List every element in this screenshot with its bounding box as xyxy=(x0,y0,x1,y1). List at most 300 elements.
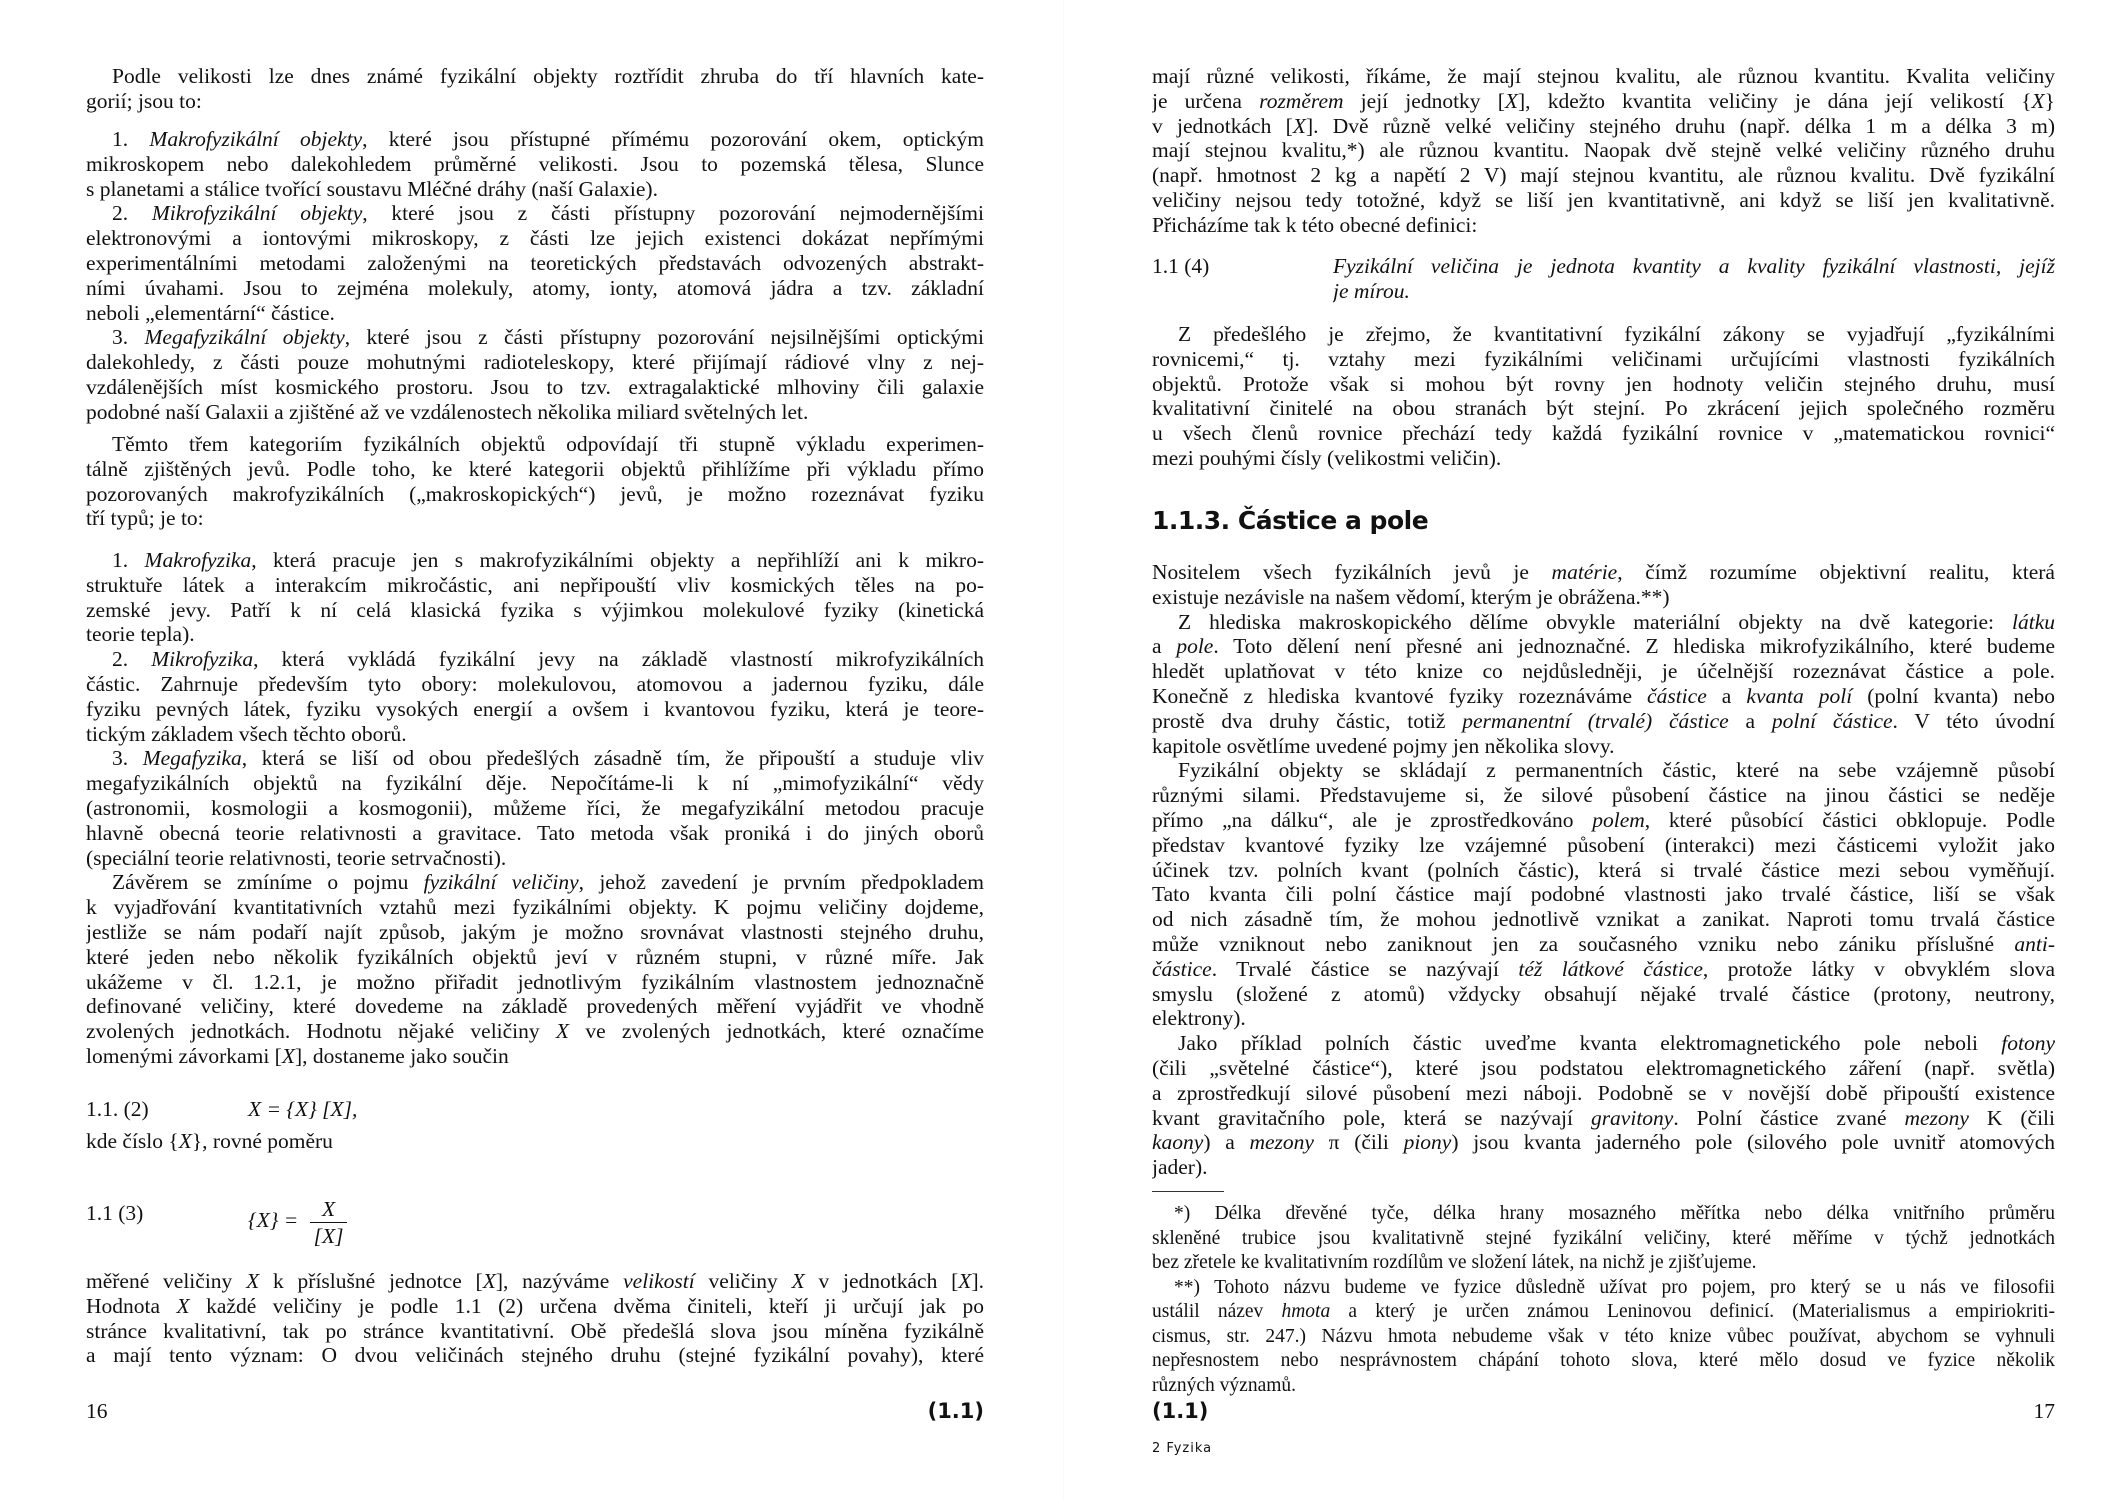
text: a který je určen známou Leninovou definicí. (Materialismus a empiriokriti- xyxy=(1330,1301,2055,1322)
text-line xyxy=(1152,982,2055,1007)
paragraph xyxy=(1152,64,2055,238)
italic-text: X xyxy=(1292,113,1306,138)
italic-text: Mikrofyzika xyxy=(151,647,254,672)
text: } xyxy=(2044,88,2055,113)
text: ], nazýváme xyxy=(495,1269,624,1293)
text: 3. xyxy=(112,325,145,350)
text: 2. xyxy=(112,201,152,226)
text: , protože látky v obvyklém slova xyxy=(1702,956,2055,981)
paragraph xyxy=(86,548,984,647)
italic-text: rozměrem xyxy=(1259,88,1344,113)
text: podobné naší Galaxii a zjištěné až ve vzdálenostech několika miliard světelných let. xyxy=(86,399,809,424)
paragraph xyxy=(1152,560,2055,610)
paragraph xyxy=(86,64,984,114)
text-line xyxy=(1152,396,2055,421)
text-line xyxy=(86,895,984,920)
italic-text: gravitony xyxy=(1590,1105,1674,1130)
text-line xyxy=(86,548,984,573)
paragraph xyxy=(1152,322,2055,471)
italic-text: látku xyxy=(2012,609,2055,634)
text-line xyxy=(1152,783,2055,808)
text: je určena xyxy=(1152,88,1260,113)
italic-text: X xyxy=(246,1269,260,1293)
text: , jehož zavedení je prvním předpokladem xyxy=(578,870,984,895)
paragraph xyxy=(86,325,984,424)
text-line xyxy=(1152,585,2055,610)
text: v jednotkách [ xyxy=(804,1269,959,1293)
text: prostě dva druhy částic, totiž xyxy=(1152,708,1463,733)
text: účinek tzv. polních kvant (polních částic), která si trvalé částice mezi sebou vyměňují. xyxy=(1152,857,2055,882)
text: (astronomii, kosmologii a kosmogonii), můžeme říci, že megafyzikální metodou pracuje xyxy=(86,795,984,820)
paragraph xyxy=(86,1129,984,1154)
italic-text: permanentní (trvalé) částice xyxy=(1462,708,1729,733)
text: *) Délka dřevěné tyče, délka hrany mosazného měřítka nebo délka vnitřního průměru xyxy=(1174,1203,2055,1224)
paragraph xyxy=(1152,758,2055,1031)
text: mají různé velikosti, říkáme, že mají stejnou kvalitu, ale různou kvantitu. Kvalita veličiny xyxy=(1152,64,2055,88)
text-line xyxy=(86,622,984,647)
text-line xyxy=(86,1319,984,1344)
text-line xyxy=(86,870,984,895)
text: ]. Dvě různě velké veličiny stejného druhu (např. délka 1 m a délka 3 m) xyxy=(1305,113,2055,138)
text: jader). xyxy=(1152,1155,1208,1180)
paragraph xyxy=(86,746,984,870)
text: Jako příklad polních částic uveďme kvanta elektromagnetického pole neboli xyxy=(1178,1031,2002,1056)
text-line xyxy=(1152,709,2055,734)
text-line xyxy=(1152,1251,2055,1276)
text-line xyxy=(1152,138,2055,163)
definition-line: je mírou. xyxy=(1333,278,1410,303)
text-line xyxy=(86,697,984,722)
text: skleněné trubice jsou kvalitativně stejné fyzikální veličiny, které měříme v týchž jednotkách xyxy=(1152,1227,2055,1249)
text-line xyxy=(86,89,984,114)
text: ], dostaneme jako součin xyxy=(294,1043,509,1068)
footnotes xyxy=(1152,1202,2055,1398)
text: . Trvalé částice se nazývají xyxy=(1211,956,1519,981)
footnote-divider xyxy=(1152,1191,1224,1192)
text: . Polní částice zvané xyxy=(1673,1105,1905,1130)
text-line xyxy=(1152,684,2055,709)
right-continuation-paragraph xyxy=(1152,64,2055,238)
text: Konečně z hlediska kvantové fyziky rozeznáváme xyxy=(1152,683,1648,708)
text-line xyxy=(1152,957,2055,982)
text-line xyxy=(1152,1325,2055,1350)
text: ními úvahami. Jsou to zejména molekuly, atomy, ionty, atomová jádra a tzv. základní xyxy=(86,275,984,300)
paragraph xyxy=(1152,1276,2055,1399)
text: dalekohledy, z části pouze mohutnými radioteleskopy, které přijímají rádiové vlny z nej- xyxy=(86,350,984,375)
text: k vyjadřování kvantitativních vztahů mezi fyzikálními objekty. K pojmu veličiny dojdeme, xyxy=(86,895,984,920)
italic-text: Mikrofyzikální objekty xyxy=(151,201,363,226)
equation-label: 1.1 (3) xyxy=(86,1201,144,1225)
text-line xyxy=(86,970,984,995)
text: cismus, str. 247.) Názvu hmota nebudeme však v této knize vůbec používat, abychom se vyhnuli xyxy=(1152,1325,2055,1347)
text: ]. xyxy=(971,1269,984,1293)
text-line xyxy=(86,201,984,226)
text-line xyxy=(86,647,984,672)
text-line xyxy=(86,598,984,623)
text: π (čili xyxy=(1313,1130,1404,1155)
text: tálně zjištěných jevů. Podle toho, ke které kategorii objektů přihlížíme při výkladu přímo xyxy=(86,456,984,481)
italic-text: X xyxy=(555,1019,570,1044)
text-line xyxy=(86,1269,984,1294)
text-line xyxy=(1152,1106,2055,1131)
text-line xyxy=(1152,610,2055,635)
paragraph xyxy=(86,201,984,325)
text: (např. hmotnost 2 kg a napětí 2 V) mají stejnou kvantitu, ale různou kvalitu. Dvě fyzikální xyxy=(1152,163,2055,188)
text: v jednotkách [ xyxy=(1152,113,1293,138)
text-line xyxy=(86,846,984,871)
italic-text: X xyxy=(2031,88,2045,113)
text-line xyxy=(86,821,984,846)
text-line xyxy=(1152,421,2055,446)
text: Hodnota xyxy=(86,1293,177,1318)
left-magnitude-paragraph xyxy=(86,1269,984,1368)
paragraph xyxy=(86,432,984,531)
paragraph xyxy=(86,870,984,1068)
text-line xyxy=(1152,1227,2055,1252)
text: k příslušné jednotce [ xyxy=(259,1269,483,1293)
text: smyslu (složené z atomů) vždycky obsahují nějaké trvalé částice (protony, neutrony, xyxy=(1152,981,2055,1006)
text-line xyxy=(1152,659,2055,684)
text-line xyxy=(1152,560,2055,585)
text: kvalitativní činitelé na obou stranách být stejní. Po zkrácení jejich společného rozměru xyxy=(1152,396,2055,421)
text: a xyxy=(1728,708,1772,733)
italic-text: kvanta polí xyxy=(1746,683,1853,708)
text-line xyxy=(86,226,984,251)
text: s planetami a stálice tvořící soustavu Mléčné dráhy (naší Galaxie). xyxy=(86,176,658,201)
italic-text: X xyxy=(1504,88,1518,113)
italic-text: kaony xyxy=(1152,1130,1204,1155)
text-line xyxy=(1152,758,2055,783)
italic-text: Makrofyzika xyxy=(144,548,252,572)
paragraph xyxy=(1152,1031,2055,1180)
text: gorií; jsou to: xyxy=(86,88,202,113)
text: }, rovné poměru xyxy=(191,1129,333,1153)
text: a xyxy=(1706,683,1747,708)
text-line xyxy=(86,432,984,457)
italic-text: též látkové částice xyxy=(1518,956,1703,981)
text-line xyxy=(86,375,984,400)
text: kvant gravitačního pole, která se nazývají xyxy=(1152,1105,1591,1130)
text-line xyxy=(1152,882,2055,907)
text: (čili „světelné částice“), které jsou podstatou elektromagnetického záření (např. světla) xyxy=(1152,1055,2055,1080)
text-line xyxy=(1152,808,2055,833)
text: existuje nezávisle na našem vědomí, kterým je obrážena.**) xyxy=(1152,584,1670,609)
italic-text: X xyxy=(482,1269,496,1293)
text-line xyxy=(86,945,984,970)
text-line xyxy=(1152,1006,2055,1031)
italic-text: X xyxy=(958,1269,972,1293)
definition-text xyxy=(1333,254,2055,304)
text: kde číslo { xyxy=(86,1129,179,1153)
text-line xyxy=(1152,634,2055,659)
right-page-number: 17 xyxy=(2033,1399,2055,1423)
text-line xyxy=(86,746,984,771)
text: ukážeme v čl. 1.2.1, je možno přiřadit jednotlivým fyzikálním vlastnostem jednoznačně xyxy=(86,969,984,994)
text-line xyxy=(1152,89,2055,114)
text-line xyxy=(1152,907,2055,932)
text: , která se liší od obou předešlých zásadně tím, že připouští a studuje vliv xyxy=(241,746,984,771)
text: , které jsou z části přístupny pozorování nejmodernějšími xyxy=(362,201,984,226)
text-line xyxy=(86,920,984,945)
text-line xyxy=(1152,1155,2055,1180)
text: Z předešlého je zřejmo, že kvantitativní fyzikální zákony se vyjadřují „fyzikálními xyxy=(1178,322,2055,346)
text: megafyzikálních objektů na fyzikální děje. Nepočítáme-li k ní „mimofyzikální“ vědy xyxy=(86,771,984,796)
text: vzdálenějších míst kosmického prostoru. Jsou to tzv. extragalaktické mlhoviny čili galaxie xyxy=(86,374,984,399)
text: elektronovými a iontovými mikroskopy, z části lze jejich existenci dokázat nepřímými xyxy=(86,226,984,251)
text: experimentálními metodami založenými na teoretických představách odvozených abstrakt- xyxy=(86,250,984,275)
left-physics-types-list xyxy=(86,548,984,1069)
text-line xyxy=(86,400,984,425)
text-line xyxy=(1152,213,2055,238)
text: ], kdežto kvantita veličiny je dána její velikostí { xyxy=(1518,88,2032,113)
text: tickým základem všech těchto oborů. xyxy=(86,721,407,746)
text-line xyxy=(1152,1031,2055,1056)
text: částic. Zahrnuje především tyto obory: molekulovou, atomovou a jadernou fyziku, dále xyxy=(86,671,984,696)
text: tří typů; je to: xyxy=(86,506,204,531)
text: , které působící částici obklopuje. Podle xyxy=(1644,807,2055,832)
equation-formula xyxy=(248,1190,347,1250)
italic-text: X xyxy=(281,1043,295,1068)
italic-text: fyzikální veličiny xyxy=(423,870,579,895)
text: ustálil název xyxy=(1152,1301,1282,1322)
text: představ kvantové fyziky lze vzájemné působení (interakci) mezi částicemi vyložit jako xyxy=(1152,832,2055,857)
text: u všech členů rovnice přechází tedy každá fyzikální rovnice v „matematickou rovnici“ xyxy=(1152,421,2055,446)
text: veličiny xyxy=(694,1269,792,1293)
text: Tato kvanta čili polní částice mají podobné vlastnosti jako trvalé částice, liší se však xyxy=(1152,882,2055,907)
text: ) jsou kvanta jaderného pole (silového pole uvnitř atomových xyxy=(1451,1130,2055,1155)
text-line xyxy=(1152,858,2055,883)
text-line xyxy=(1152,1374,2055,1399)
text-line xyxy=(86,796,984,821)
text: bez zřetele ke kvalitativním rozdílům ve složení látek, na nichž je zjišťujeme. xyxy=(1152,1252,1757,1273)
text: a zprostředkují silové působení mezi náboji. Podobně se v novější době připouští existence xyxy=(1152,1080,2055,1105)
paragraph xyxy=(86,647,984,746)
equation-label: 1.1. (2) xyxy=(86,1097,149,1121)
text: mikroskopem nebo dalekohledem průměrné velikosti. Jsou to pozemská tělesa, Slunce xyxy=(86,151,984,176)
text: , čímž rozumíme objektivní realitu, která xyxy=(1617,560,2055,584)
text: Závěrem se zmíníme o pojmu xyxy=(112,870,424,895)
paragraph xyxy=(1152,610,2055,759)
text-line xyxy=(1152,1056,2055,1081)
text-line xyxy=(1152,932,2055,957)
text: zvolených jednotkách. Hodnotu nějaké veličiny xyxy=(86,1019,556,1044)
text-line xyxy=(86,482,984,507)
text-line xyxy=(1152,1276,2055,1301)
text: hledět uplatňovat v této knize co nejdůsledněji, je účelnější rozeznávat částice a pole. xyxy=(1152,659,2055,684)
text-line xyxy=(1152,64,2055,89)
italic-text: polní částice xyxy=(1771,708,1893,733)
text: mezi pouhými čísly (velikostmi veličin). xyxy=(1152,445,1502,470)
italic-text: X xyxy=(176,1293,190,1318)
text: struktuře látek a interakcím mikročástic, ani nepřipouští vliv kosmických těles na po- xyxy=(86,572,984,597)
text: nepřesnostem nebo nesprávnostem chápání tohoto slova, které mělo dosud ve fyzice několik xyxy=(1152,1350,2055,1371)
italic-text: Megafyzikální objekty xyxy=(144,325,345,350)
text: neboli „elementární“ částice. xyxy=(86,300,335,325)
text-line xyxy=(86,276,984,301)
italic-text: anti- xyxy=(2014,931,2055,956)
page-gutter xyxy=(1063,0,1064,1500)
text: teorie tepla). xyxy=(86,622,195,647)
italic-text: částice xyxy=(1647,683,1707,708)
text-line xyxy=(86,573,984,598)
text: 1. xyxy=(112,127,150,151)
text-line xyxy=(86,152,984,177)
text: může vzniknout nebo zaniknout jen za současného vzniku nebo zániku příslušné xyxy=(1152,931,2015,956)
definition-label: 1.1 (4) xyxy=(1152,254,1210,278)
italic-text: Makrofyzikální objekty xyxy=(149,127,363,151)
paragraph xyxy=(1152,1202,2055,1276)
text-line xyxy=(1152,1130,2055,1155)
italic-text: X xyxy=(791,1269,805,1293)
fraction xyxy=(310,1196,348,1249)
text: veličiny nejsou tedy totožné, když se liší jen kvantitativně, ani když se liší jen kvalitativně. xyxy=(1152,187,2055,212)
equation-lhs: {X} = xyxy=(248,1208,299,1232)
text-line xyxy=(1152,347,2055,372)
text: , které jsou z části přístupny pozorování nejsilnějšími optickými xyxy=(344,325,984,350)
italic-text: matérie xyxy=(1551,560,1618,584)
text-line xyxy=(86,1294,984,1319)
text-line xyxy=(1152,833,2055,858)
text-line xyxy=(1152,1202,2055,1227)
left-object-categories-list xyxy=(86,127,984,425)
text: rovnicemi,“ tj. vztahy mezi fyzikálními veličinami určujícími vlastnosti fyzikálních xyxy=(1152,346,2055,371)
text: . V této úvodní xyxy=(1892,708,2055,733)
text-line xyxy=(86,994,984,1019)
text-line xyxy=(1152,163,2055,188)
left-section-marker: (1.1) xyxy=(927,1399,984,1423)
italic-text: polem xyxy=(1592,807,1645,832)
text-line xyxy=(86,251,984,276)
italic-text: částice xyxy=(1152,956,1212,981)
italic-text: mezony xyxy=(1904,1105,1969,1130)
right-section-marker: (1.1) xyxy=(1152,1399,1209,1423)
text-line xyxy=(86,325,984,350)
italic-text: velikostí xyxy=(623,1269,695,1293)
text-line xyxy=(86,722,984,747)
text: ve zvolených jednotkách, které označíme xyxy=(569,1019,984,1044)
paragraph xyxy=(86,1269,984,1368)
text-line xyxy=(86,506,984,531)
text: stránce kvalitativní, tak po stránce kvantitativní. Obě předešlá slova jsou míněna fyzikálně xyxy=(86,1318,984,1343)
text-line xyxy=(1152,188,2055,213)
left-page-number: 16 xyxy=(86,1399,108,1423)
text-line xyxy=(86,1343,984,1368)
left-physics-types-paragraph xyxy=(86,432,984,531)
text-line xyxy=(86,127,984,152)
text: lomenými závorkami [ xyxy=(86,1043,282,1068)
text: a xyxy=(1152,634,1177,659)
text-line xyxy=(86,672,984,697)
text-line xyxy=(86,457,984,482)
text: K (čili xyxy=(1968,1105,2055,1130)
right-particles-section-body xyxy=(1152,560,2055,1180)
italic-text: Megafyzika xyxy=(142,746,242,771)
text: Fyzikální objekty se skládají z permanentních částic, které na sebe vzájemně působí xyxy=(1178,758,2055,783)
italic-text: hmota xyxy=(1281,1301,1331,1322)
text-line xyxy=(1152,446,2055,471)
text-line xyxy=(86,350,984,375)
text: její jednotky [ xyxy=(1343,88,1505,113)
text: a mají tento význam: O dvou veličinách stejného druhu (stejné fyzikální povahy), které xyxy=(86,1343,984,1368)
fraction-denominator: [X] xyxy=(313,1223,344,1248)
section-heading: 1.1.3. Částice a pole xyxy=(1152,506,1429,535)
text: které jeden nebo několik fyzikálních objektů jeví v různém stupni, v různé míře. Jak xyxy=(86,944,984,969)
text: jestliže se nám podaří najít způsob, jakým je možno srovnávat vlastnosti stejného druhu, xyxy=(86,919,984,944)
text: různých významů. xyxy=(1152,1374,1297,1396)
equation-1-1-3 xyxy=(86,1190,984,1250)
text-line xyxy=(86,1129,984,1154)
text: . Toto dělení není přesné ani jednoznačné. Z hlediska mikrofyzikálního, které budeme xyxy=(1213,634,2055,659)
text-line xyxy=(86,1019,984,1044)
text: 1. xyxy=(112,548,145,572)
text: fyziku pevných látek, fyziku vysokých energií a ovšem i kvantovou fyziku, která je teore- xyxy=(86,696,984,721)
text: měřené veličiny xyxy=(86,1269,247,1293)
text: , která vykládá fyzikální jevy na základě vlastností mikrofyzikálních xyxy=(253,647,984,672)
text-line xyxy=(1152,322,2055,347)
text: Těmto třem kategoriím fyzikálních objektů odpovídají tři stupně výkladu experimen- xyxy=(112,432,984,456)
italic-text: fotony xyxy=(2001,1031,2055,1056)
text-line xyxy=(86,64,984,89)
text: přímo „na dálku“, ale je zprostředkováno xyxy=(1152,807,1593,832)
right-equations-paragraph xyxy=(1152,322,2055,471)
text: Z hlediska makroskopického dělíme obvykle materiální objekty na dvě kategorie: xyxy=(1178,609,2012,634)
italic-text: piony xyxy=(1403,1130,1452,1155)
text-line xyxy=(86,1044,984,1069)
text: mají stejnou kvalitu,*) ale různou kvantitu. Naopak dvě stejně velké veličiny různého druhu xyxy=(1152,138,2055,163)
text: pozorovaných makrofyzikálních („makroskopických“) jevů, je možno rozeznávat fyziku xyxy=(86,481,984,506)
text: objektů. Protože však si mohou být rovny jen hodnoty veličin stejného druhu, musí xyxy=(1152,371,2055,396)
equation-formula: X = {X} [X], xyxy=(248,1097,358,1121)
text: (polní kvanta) nebo xyxy=(1852,683,2055,708)
text-line xyxy=(86,771,984,796)
paragraph xyxy=(86,127,984,201)
text: kapitole osvětlíme uvedené pojmy jen několika slovy. xyxy=(1152,733,1615,758)
text: , která pracuje jen s makrofyzikálními objekty a nepřihlíží ani k mikro- xyxy=(251,548,984,572)
fraction-numerator: X xyxy=(310,1196,348,1223)
text-line xyxy=(1152,1349,2055,1374)
text-line xyxy=(1152,734,2055,759)
italic-text: pole xyxy=(1176,634,1214,659)
text: zemské jevy. Patří k ní celá klasická fyzika s výjimkou molekulové fyziky (kinetická xyxy=(86,597,984,622)
text-line xyxy=(86,301,984,326)
italic-text: X xyxy=(178,1129,192,1153)
text: **) Tohoto názvu budeme ve fyzice důsledně užívat pro pojem, pro který se u nás ve filosofii xyxy=(1174,1276,2055,1298)
printer-signature: 2 Fyzika xyxy=(1152,1441,1213,1456)
text: Přicházíme tak k této obecné definici: xyxy=(1152,212,1478,237)
text: hlavně obecná teorie relativnosti a gravitace. Tato metoda však proniká i do jiných oborů xyxy=(86,820,984,845)
text: 2. xyxy=(112,647,152,672)
text-line xyxy=(86,177,984,202)
text: od nich zásadně tím, že mohou jednotlivě vznikat a zanikat. Naproti tomu trvalá částice xyxy=(1152,907,2055,932)
text-line xyxy=(1152,372,2055,397)
text: ) a xyxy=(1203,1130,1250,1155)
text-line xyxy=(1152,1300,2055,1325)
text: (speciální teorie relativnosti, teorie setrvačnosti). xyxy=(86,845,507,870)
equation-1-1-2 xyxy=(86,1094,984,1124)
text-line xyxy=(1152,1081,2055,1106)
text: různými silami. Představujeme si, že silové působení částice na jinou částici se neděje xyxy=(1152,783,2055,808)
text: , které jsou přístupné přímému pozorování okem, optickým xyxy=(362,127,984,151)
text: elektrony). xyxy=(1152,1006,1246,1031)
text: Podle velikosti lze dnes známé fyzikální objekty roztřídit zhruba do tří hlavních kate- xyxy=(112,64,984,88)
left-ratio-sentence xyxy=(86,1129,984,1154)
italic-text: mezony xyxy=(1249,1130,1314,1155)
left-intro-paragraph xyxy=(86,64,984,114)
text: každé veličiny je podle 1.1 (2) určena dvěma činiteli, kteří ji určují jak po xyxy=(189,1293,984,1318)
definition-line: Fyzikální veličina je jednota kvantity a kvality fyzikální vlastnosti, jejíž xyxy=(1333,254,2055,278)
text-line xyxy=(1152,114,2055,139)
text: Nositelem všech fyzikálních jevů je xyxy=(1152,560,1552,584)
